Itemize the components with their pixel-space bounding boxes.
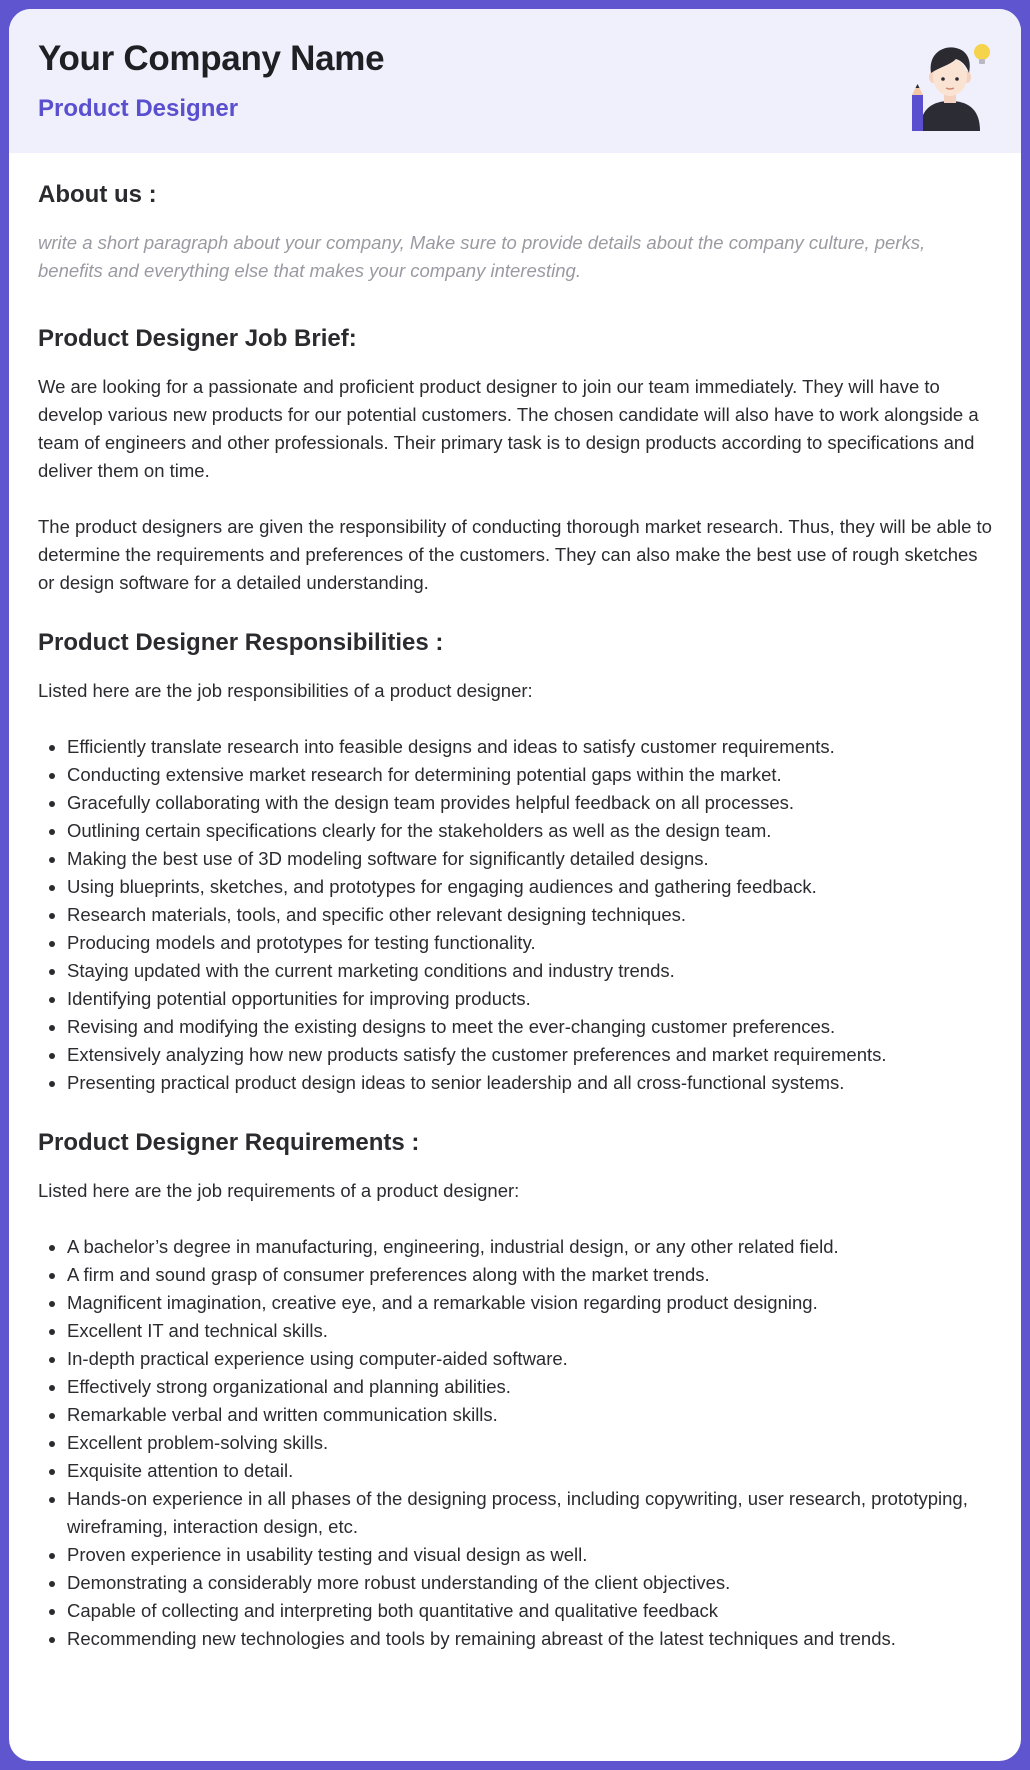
list-item: • A bachelor’s degree in manufacturing, engineering, industrial design, or any other related field. xyxy=(67,1233,992,1261)
requirements-intro: Listed here are the job requirements of a product designer: xyxy=(38,1180,520,1201)
list-item: • Conducting extensive market research for determining potential gaps within the market. xyxy=(67,761,992,789)
list-item: • Revising and modifying the existing designs to meet the ever-changing customer preferences. xyxy=(67,1013,992,1041)
list-item: • Hands-on experience in all phases of the designing process, including copywriting, user research, prototyping, wireframing, interaction design, etc. xyxy=(67,1485,992,1541)
job-brief-paragraph: The product designers are given the responsibility of conducting thorough market research. Thus, they will be able to determine the requirements and preferences of the customers. They can also make the best use of rough sketches or design software for a detailed understanding. xyxy=(38,516,992,593)
list-item: • Proven experience in usability testing and visual design as well. xyxy=(67,1541,992,1569)
about-section xyxy=(38,181,992,285)
requirements-heading: Product Designer Requirements : xyxy=(38,1129,420,1156)
job-description-card xyxy=(9,9,1021,1761)
list-item: • Presenting practical product design ideas to senior leadership and all cross-functional systems. xyxy=(67,1069,992,1097)
list-item: • Using blueprints, sketches, and prototypes for engaging audiences and gathering feedback. xyxy=(67,873,992,901)
list-item: • Staying updated with the current marketing conditions and industry trends. xyxy=(67,957,992,985)
list-item: • Excellent problem-solving skills. xyxy=(67,1429,992,1457)
list-item: • Remarkable verbal and written communication skills. xyxy=(67,1401,992,1429)
job-title: Product Designer xyxy=(38,95,239,122)
responsibilities-intro: Listed here are the job responsibilities of a product designer: xyxy=(38,680,533,701)
company-name: Your Company Name xyxy=(38,39,385,78)
responsibilities-heading: Product Designer Responsibilities : xyxy=(38,629,444,656)
list-item: • Efficiently translate research into feasible designs and ideas to satisfy customer requirements. xyxy=(67,733,992,761)
responsibilities-section xyxy=(38,629,992,1097)
list-item: • Producing models and prototypes for testing functionality. xyxy=(67,929,992,957)
list-item: • Recommending new technologies and tools by remaining abreast of the latest techniques and trends. xyxy=(67,1625,992,1653)
responsibilities-list xyxy=(38,733,992,1097)
list-item: • In-depth practical experience using computer-aided software. xyxy=(67,1345,992,1373)
list-item: • Magnificent imagination, creative eye, and a remarkable vision regarding product designing. xyxy=(67,1289,992,1317)
about-text: write a short paragraph about your company, Make sure to provide details about the company culture, perks, benefits and everything else that makes your company interesting. xyxy=(38,232,926,281)
job-brief-paragraph: We are looking for a passionate and proficient product designer to join our team immediately. They will have to develop various new products for our potential customers. The chosen candidate will also have to work alongside a team of engineers and other professionals. Their primary task is to design products according to specifications and deliver them on time. xyxy=(38,376,979,481)
list-item: • Identifying potential opportunities for improving products. xyxy=(67,985,992,1013)
requirements-section xyxy=(38,1129,992,1653)
list-item: • Making the best use of 3D modeling software for significantly detailed designs. xyxy=(67,845,992,873)
requirements-list xyxy=(38,1233,992,1653)
list-item: • Extensively analyzing how new products satisfy the customer preferences and market requirements. xyxy=(67,1041,992,1069)
designer-avatar-icon xyxy=(904,37,998,131)
list-item: • Research materials, tools, and specific other relevant designing techniques. xyxy=(67,901,992,929)
job-brief-heading: Product Designer Job Brief: xyxy=(38,325,357,352)
header xyxy=(9,9,1021,153)
content xyxy=(9,153,1021,1653)
list-item: • Gracefully collaborating with the design team provides helpful feedback on all processes. xyxy=(67,789,992,817)
list-item: • A firm and sound grasp of consumer preferences along with the market trends. xyxy=(67,1261,992,1289)
list-item: • Effectively strong organizational and planning abilities. xyxy=(67,1373,992,1401)
list-item: • Capable of collecting and interpreting both quantitative and qualitative feedback xyxy=(67,1597,992,1625)
about-heading: About us : xyxy=(38,181,157,208)
list-item: • Demonstrating a considerably more robust understanding of the client objectives. xyxy=(67,1569,992,1597)
list-item: • Excellent IT and technical skills. xyxy=(67,1317,992,1345)
list-item: • Outlining certain specifications clearly for the stakeholders as well as the design team. xyxy=(67,817,992,845)
job-brief-section xyxy=(38,325,992,597)
list-item: • Exquisite attention to detail. xyxy=(67,1457,992,1485)
